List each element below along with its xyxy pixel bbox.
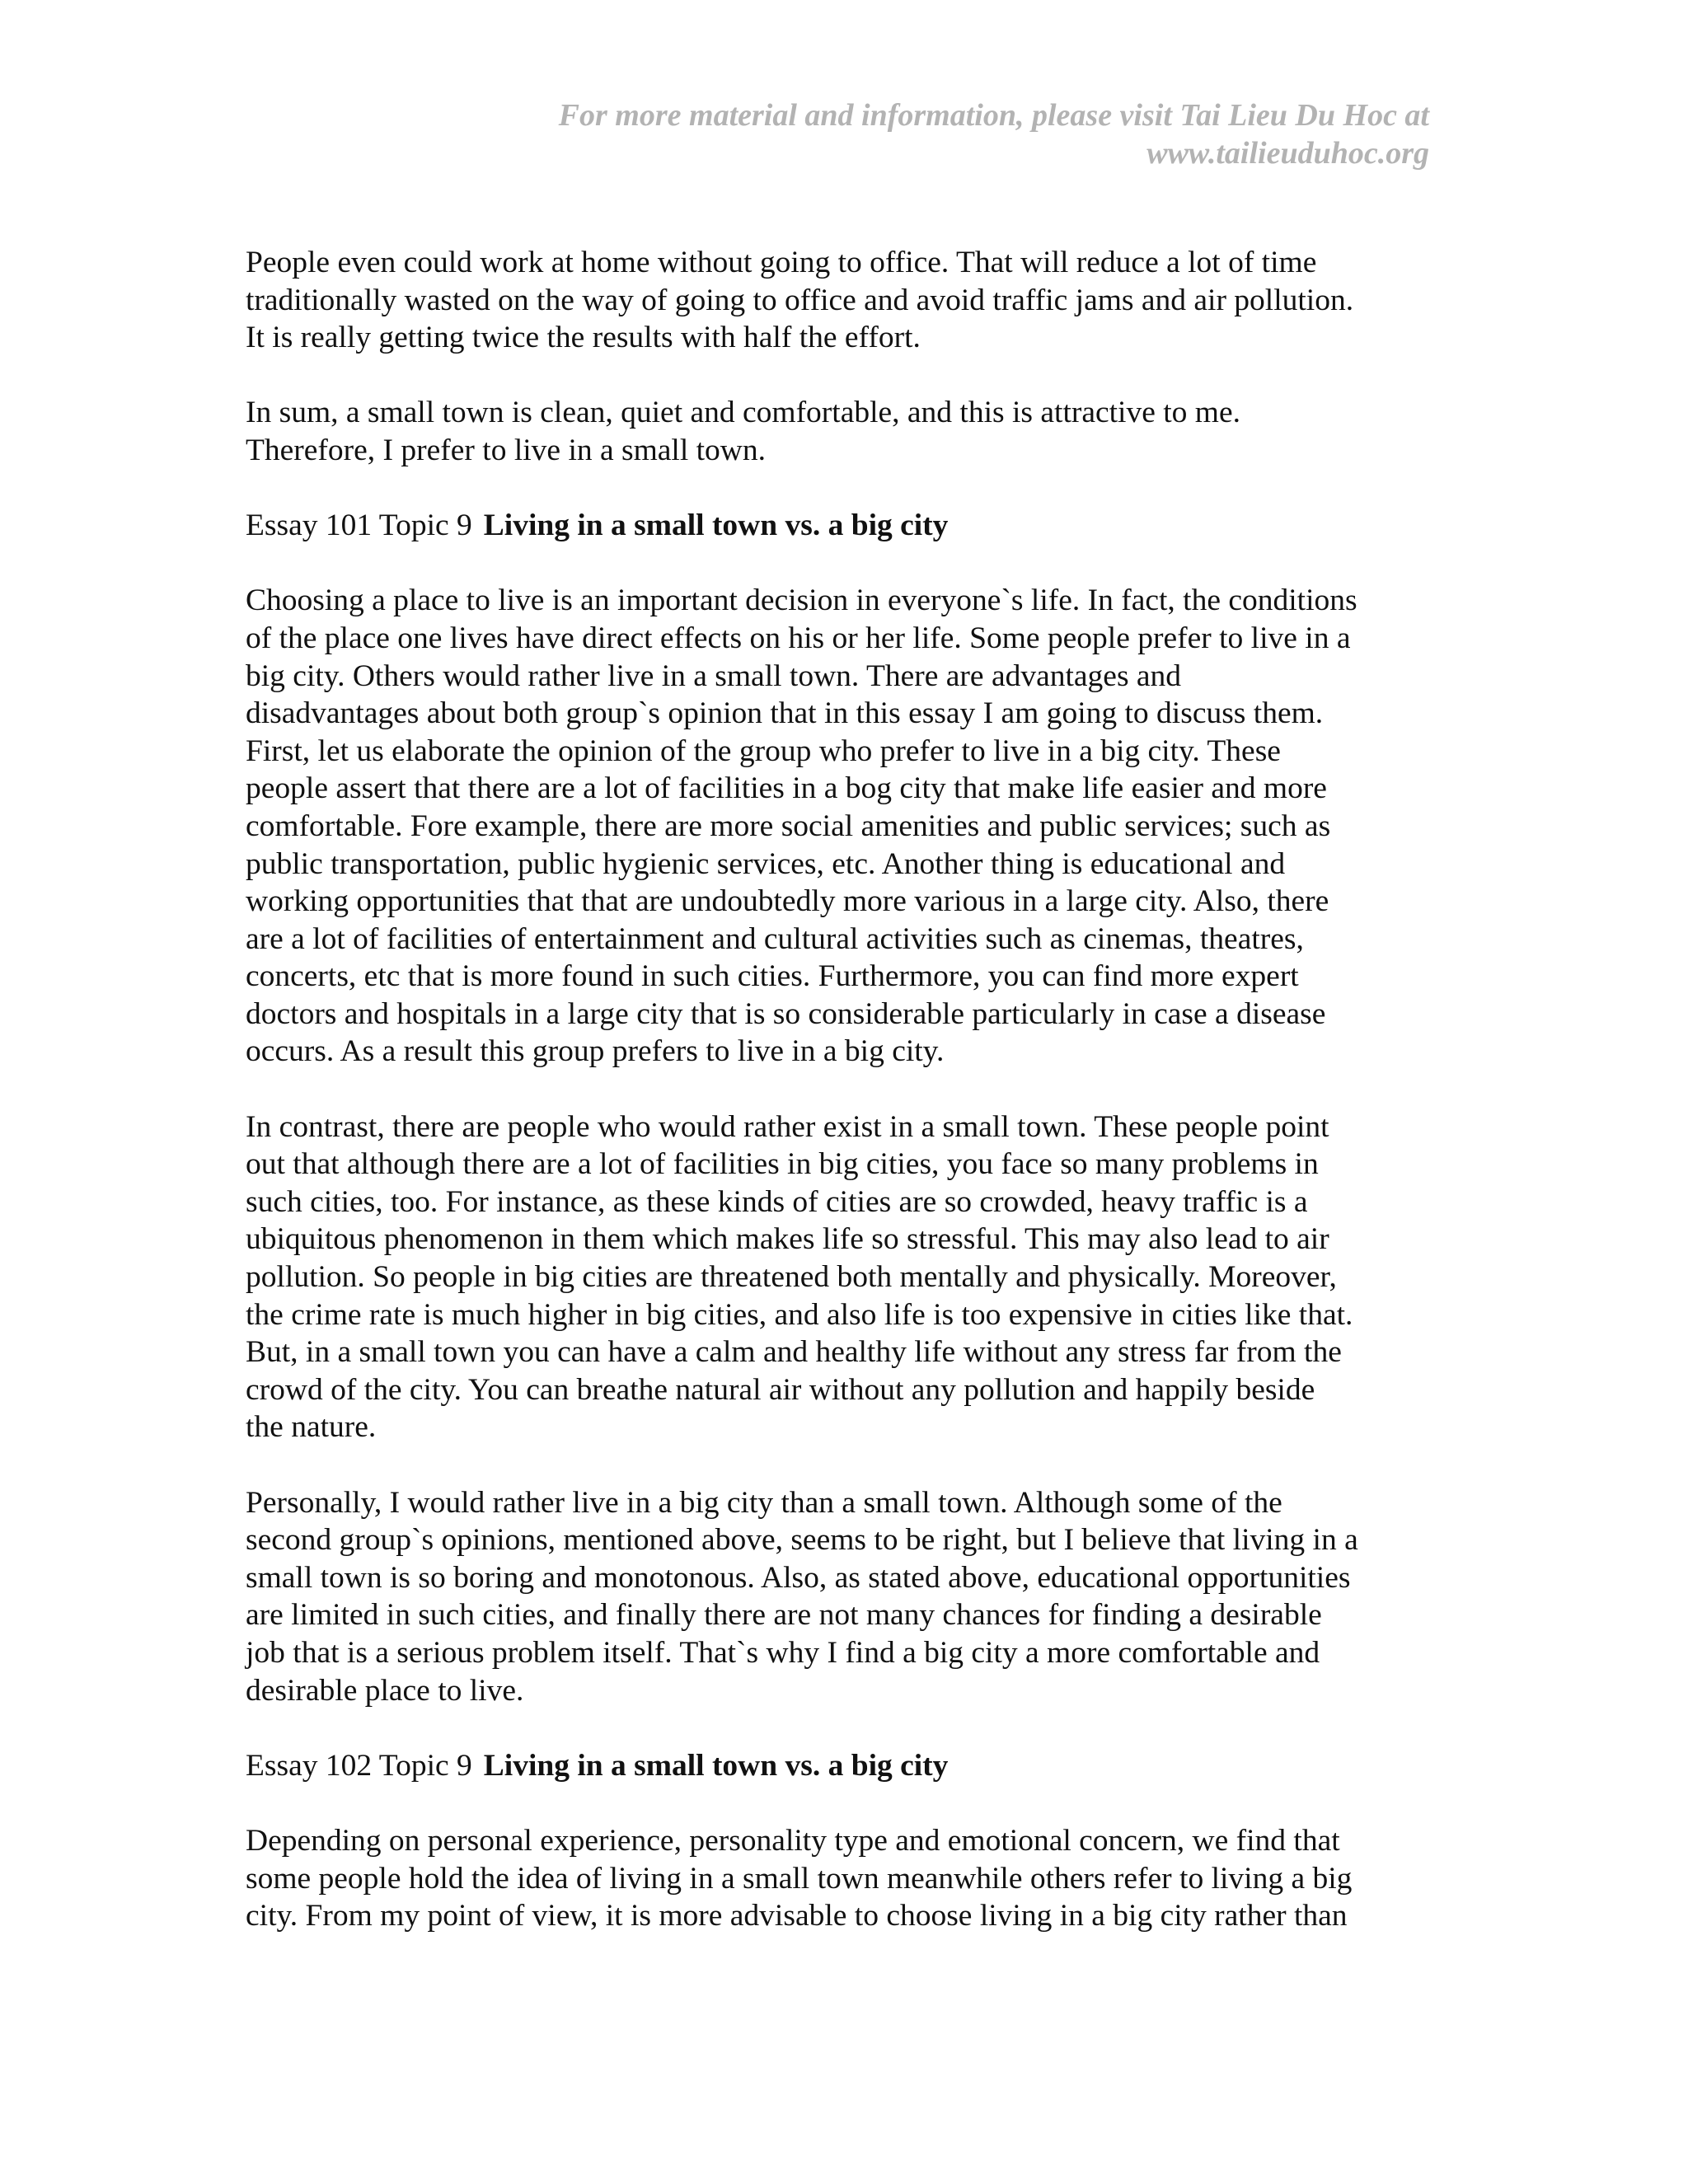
text-line: out that although there are a lot of facilities in big cities, you face so many problems in <box>246 1147 1319 1182</box>
text-line: People even could work at home without going to office. That will reduce a lot of time <box>246 246 1317 279</box>
paragraph <box>246 1822 1432 1935</box>
text-line: the nature. <box>246 1410 377 1445</box>
text-line: are a lot of facilities of entertainment and cultural activities such as cinemas, theatres, <box>246 921 1304 956</box>
text-line: the crime rate is much higher in big cities, and also life is too expensive in cities like that. <box>246 1297 1353 1332</box>
text-line: small town is so boring and monotonous. Also, as stated above, educational opportunities <box>246 1560 1351 1595</box>
paragraph <box>246 1484 1432 1710</box>
text-line: concerts, etc that is more found in such cities. Furthermore, you can find more expert <box>246 959 1299 994</box>
text-line: job that is a serious problem itself. That`s why I find a big city a more comfortable and <box>246 1635 1320 1670</box>
text-line: second group`s opinions, mentioned above, seems to be right, but I believe that living in a <box>246 1523 1358 1558</box>
text-line: desirable place to live. <box>246 1673 524 1708</box>
text-line: traditionally wasted on the way of going to office and avoid traffic jams and air pollution. <box>246 283 1354 317</box>
essay-label: Essay 101 Topic 9 <box>246 509 472 543</box>
text-line: such cities, too. For instance, as these kinds of cities are so crowded, heavy traffic is a <box>246 1184 1308 1219</box>
text-line: In contrast, there are people who would rather exist in a small town. These people point <box>246 1109 1329 1144</box>
essay-heading <box>246 507 1432 545</box>
text-line: pollution. So people in big cities are threatened both mentally and physically. Moreover, <box>246 1260 1337 1295</box>
text-line: disadvantages about both group`s opinion that in this essay I am going to discuss them. <box>246 696 1324 731</box>
header-line-1: For more material and information, please visit Tai Lieu Du Hoc at <box>558 98 1429 133</box>
text-line: people assert that there are a lot of facilities in a bog city that make life easier and more <box>246 771 1327 806</box>
text-line: city. From my point of view, it is more advisable to choose living in a big city rather than <box>246 1899 1348 1933</box>
text-line: Choosing a place to live is an important decision in everyone`s life. In fact, the conditions <box>246 583 1357 618</box>
text-line: public transportation, public hygienic services, etc. Another thing is educational and <box>246 846 1286 881</box>
paragraph <box>246 244 1432 357</box>
text-line: comfortable. Fore example, there are more social amenities and public services; such as <box>246 808 1331 843</box>
text-line: Depending on personal experience, personality type and emotional concern, we find that <box>246 1823 1340 1858</box>
text-line: It is really getting twice the results with half the effort. <box>246 321 921 355</box>
text-line: crowd of the city. You can breathe natural air without any pollution and happily beside <box>246 1372 1315 1407</box>
text-line: of the place one lives have direct effects on his or her life. Some people prefer to live in a <box>246 621 1351 655</box>
essay-heading <box>246 1747 1432 1785</box>
essay-label: Essay 102 Topic 9 <box>246 1748 472 1783</box>
text-line: First, let us elaborate the opinion of the group who prefer to live in a big city. These <box>246 733 1281 768</box>
paragraph <box>246 582 1432 1071</box>
essay-title: Living in a small town vs. a big city <box>483 1748 949 1783</box>
document-body <box>246 244 1432 1972</box>
text-line: working opportunities that that are undoubtedly more various in a large city. Also, there <box>246 884 1329 919</box>
text-line: big city. Others would rather live in a small town. There are advantages and <box>246 658 1182 693</box>
header-line-2: www.tailieuduhoc.org <box>1146 136 1429 171</box>
text-line: ubiquitous phenomenon in them which makes life so stressful. This may also lead to air <box>246 1222 1329 1257</box>
page-header <box>440 96 1429 172</box>
text-line: In sum, a small town is clean, quiet and comfortable, and this is attractive to me. <box>246 396 1240 430</box>
text-line: But, in a small town you can have a calm and healthy life without any stress far from the <box>246 1335 1342 1370</box>
paragraph <box>246 394 1432 469</box>
text-line: Personally, I would rather live in a big city than a small town. Although some of the <box>246 1485 1282 1520</box>
essay-title: Living in a small town vs. a big city <box>483 509 949 543</box>
paragraph <box>246 1108 1432 1446</box>
text-line: Therefore, I prefer to live in a small town. <box>246 433 766 467</box>
text-line: doctors and hospitals in a large city that is so considerable particularly in case a disease <box>246 996 1326 1031</box>
text-line: occurs. As a result this group prefers to live in a big city. <box>246 1034 945 1069</box>
text-line: some people hold the idea of living in a small town meanwhile others refer to living a big <box>246 1861 1353 1896</box>
text-line: are limited in such cities, and finally there are not many chances for finding a desirable <box>246 1598 1322 1633</box>
